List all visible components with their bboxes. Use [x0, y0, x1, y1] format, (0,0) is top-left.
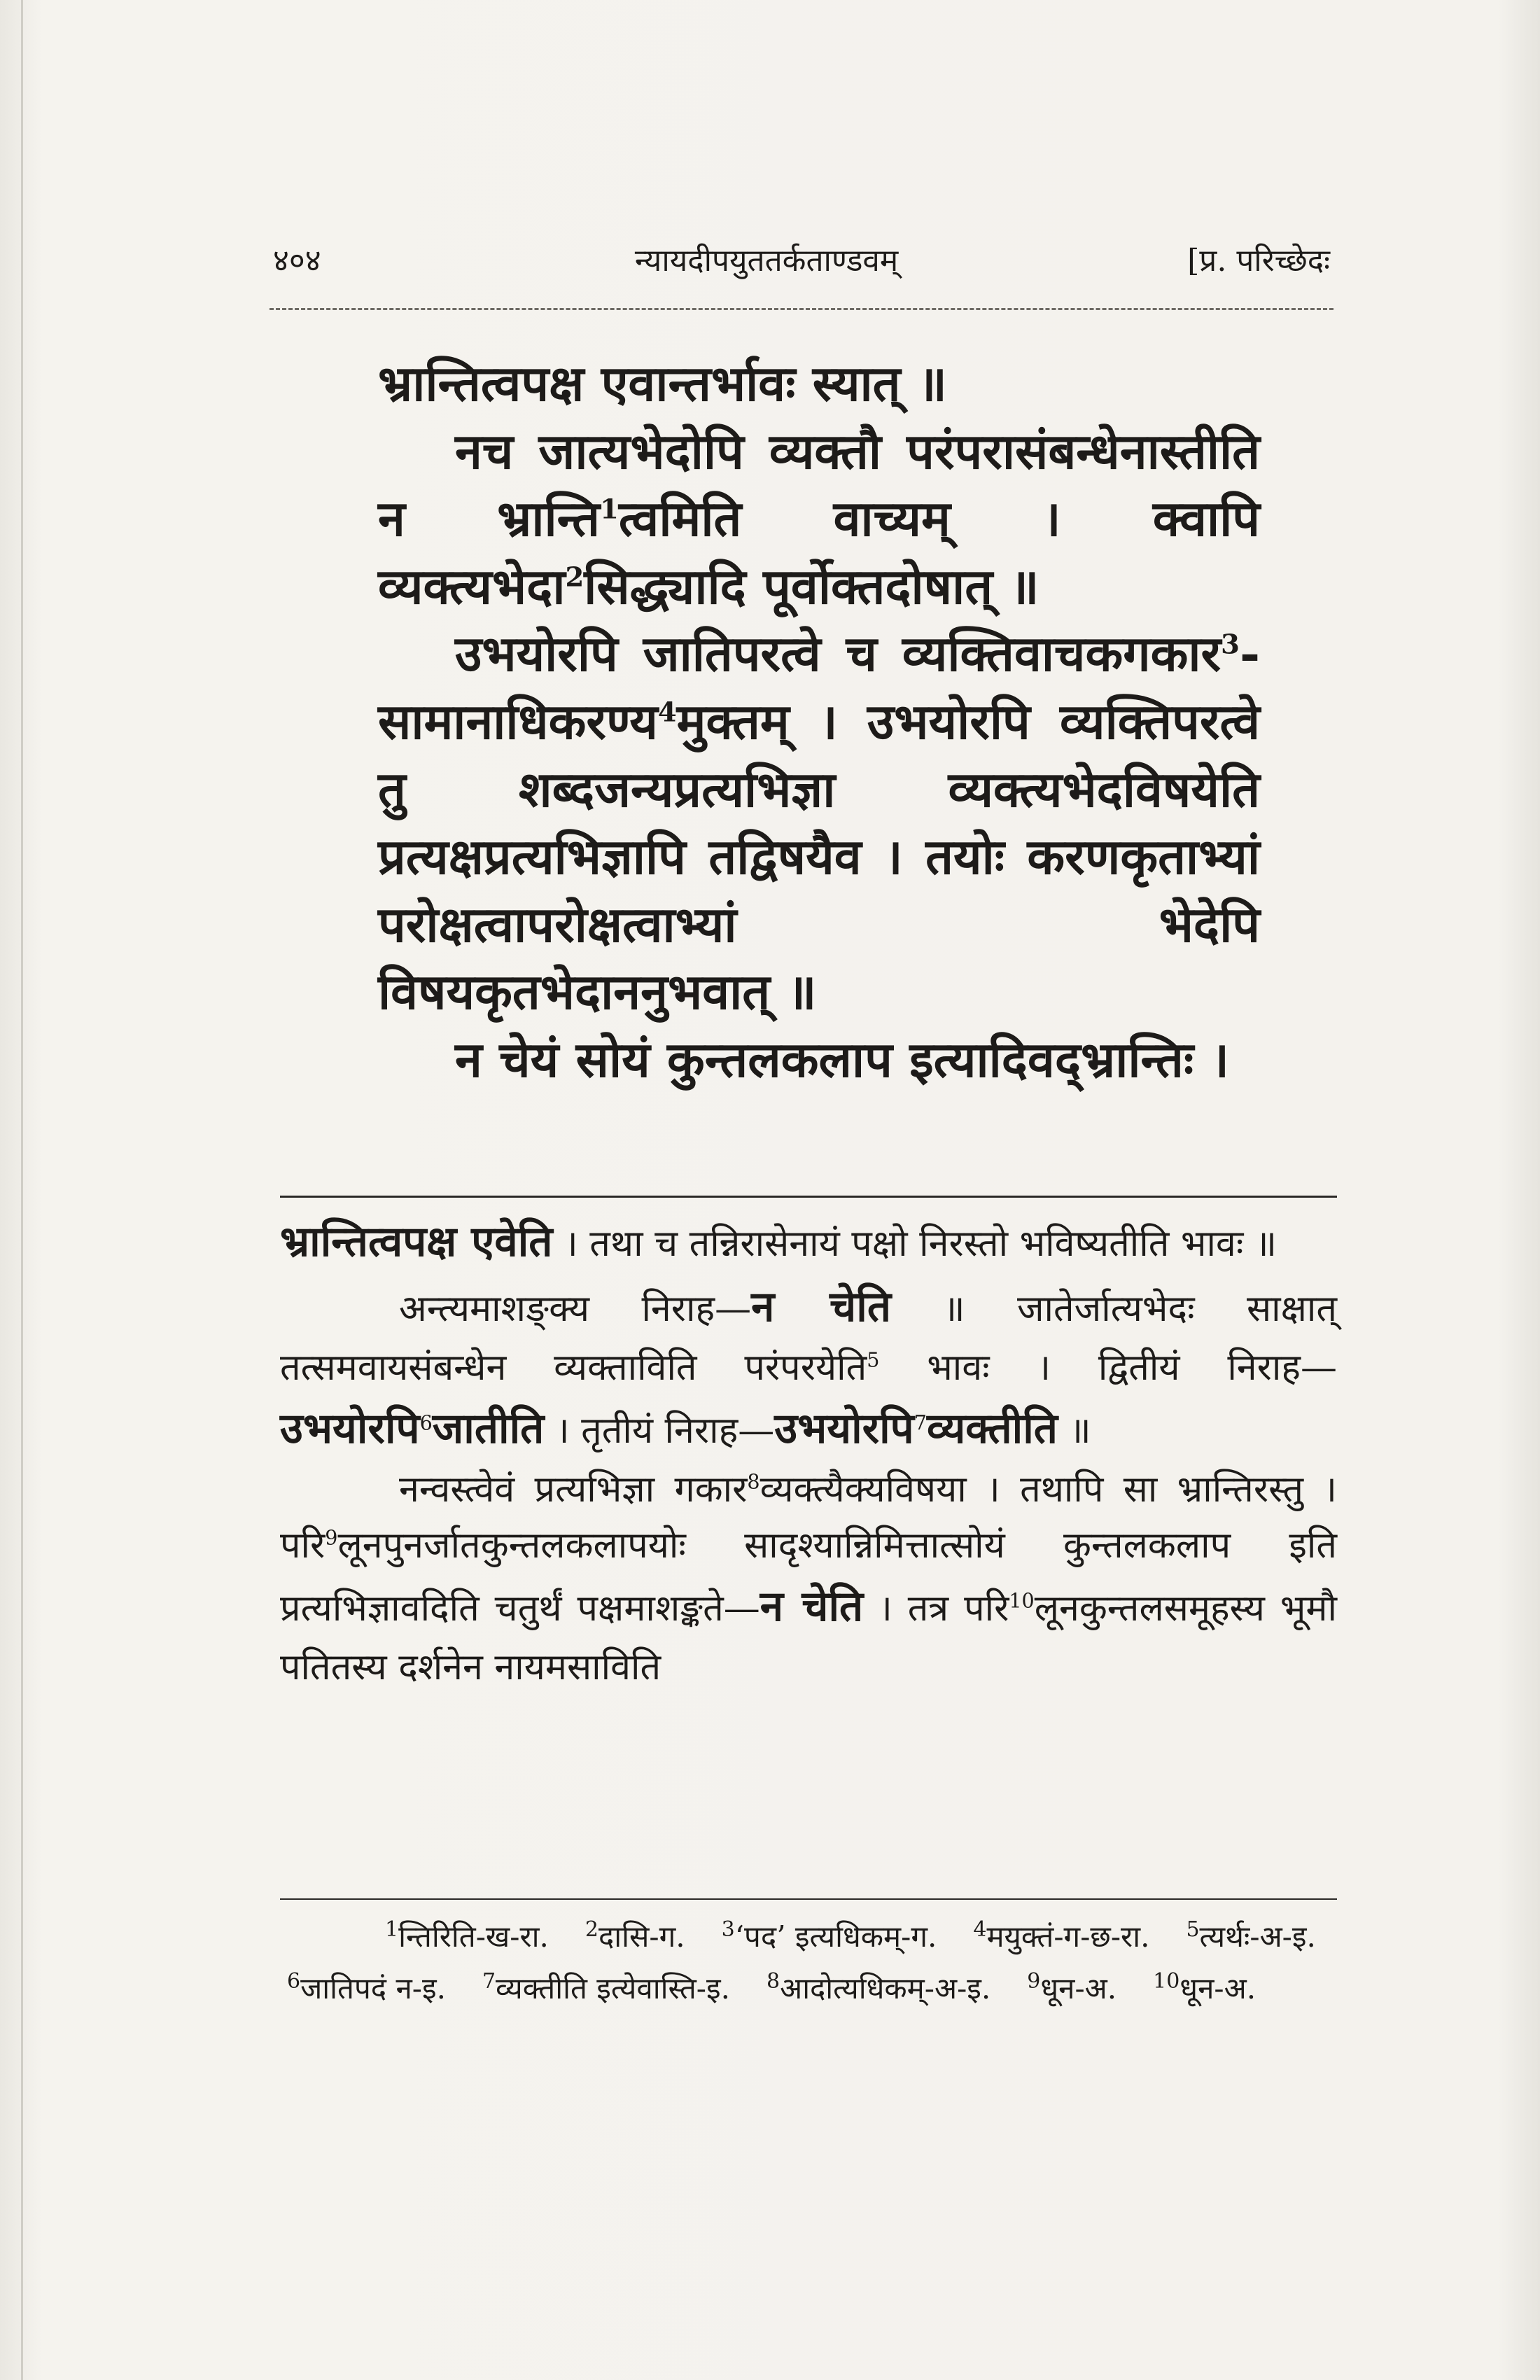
header-rule: [270, 308, 1334, 310]
main-paragraph: उभयोरपि जातिपरत्वे च व्यक्तिवाचकगकार$^3$-सामानाधिकरण्य$^4$मुक्तम् । उभयोरपि व्यक्तिपरत्वे तु शब्दजन्यप्रत्यभिज्ञा व्यक्त्यभेदविषयेति प्रत्यक्षप्रत्यभिज्ञापि तद्विषयैव । तयोः करणकृताभ्यां परोक्षत्वापरोक्षत्वाभ्यां भेदेपि विषयकृतभेदाननुभवात् ॥: [378, 624, 1260, 1021]
binding-edge: [21, 0, 23, 2380]
footnote: $^8$आदोत्यधिकम्-अ-इ.: [766, 1968, 991, 2005]
running-header: [273, 231, 1330, 287]
footnote-ref: 9: [325, 1525, 338, 1550]
footnote-ref: 6: [419, 1410, 433, 1435]
footnote-ref: 10: [1009, 1588, 1035, 1613]
commentary-paragraph: नन्वस्त्वेवं प्रत्यभिज्ञा गकार$^8$व्यक्त्यैक्यविषया । तथापि सा भ्रान्तिरस्तु । परि$^9$लूनपुनर्जातकुन्तलकलापयोः सादृश्यान्निमित्तात्सोयं कुन्तलकलाप इति प्रत्यभिज्ञावदिति चतुर्थं पक्षमाशङ्कते—न चेति । तत्र परि$^{10}$लूनकुन्तलसमूहस्य भूमौ पतितस्य दर्शनेन नायमसाविति: [280, 1468, 1337, 1688]
footnote: $^7$व्यक्तीति इत्येवास्ति-इ.: [482, 1968, 730, 2005]
book-title: न्यायदीपयुततर्कताण्डवम्: [634, 243, 899, 279]
commentary-paragraph: भ्रान्तित्वपक्ष एवेति । तथा च तन्निरासेनायं पक्षो निरस्तो भविष्यतीति भावः ॥: [280, 1217, 1278, 1266]
text-commentary-divider: [280, 1196, 1337, 1198]
footnote: $^{10}$धून-अ.: [1153, 1968, 1256, 2005]
main-text: [378, 350, 1260, 1094]
footnote-ref: 2: [565, 561, 584, 594]
footnote: $^4$मयुक्तं-ग-छ-रा.: [973, 1917, 1150, 1954]
section-label: [प्र. परिच्छेदः: [1187, 243, 1330, 279]
commentary-paragraph: अन्त्यमाशङ्क्य निराह—न चेति ॥ जातेर्जात्यभेदः साक्षात् तत्समवायसंबन्धेन व्यक्ताविति परंपरयेति$^5$ भावः । द्वितीयं निराह—उभयोरपि$^6$जातीति । तृतीयं निराह—उभयोरपि$^7$व्यक्तीति ॥: [280, 1282, 1338, 1453]
footnote: $^2$दासि-ग.: [584, 1917, 685, 1954]
footnote: $^6$जातिपदं न-इ.: [287, 1968, 446, 2005]
footnote-ref: 7: [913, 1410, 927, 1435]
footnote-ref: 8: [747, 1469, 760, 1494]
main-paragraph: नच जात्यभेदोपि व्यक्तौ परंपरासंबन्धेनास्तीति न भ्रान्ति$^1$त्वमिति वाच्यम् । क्वापि व्यक्त्यभेदा$^2$सिद्ध्यादि पूर्वोक्तदोषात् ॥: [378, 421, 1261, 615]
footnote-ref: 1: [600, 493, 619, 526]
footnote: $^9$धून-अ.: [1027, 1968, 1117, 2005]
page-number: ४०४: [273, 243, 321, 279]
commentary: [280, 1210, 1337, 1695]
main-paragraph: न चेयं सोयं कुन्तलकलाप इत्यादिवद्भ्रान्तिः ।: [455, 1030, 1229, 1088]
footnote: $^3$‘पद’ इत्यधिकम्-ग.: [721, 1917, 937, 1954]
footnote-ref: 5: [867, 1348, 880, 1372]
footnote-ref: 4: [657, 696, 677, 729]
footnotes: [287, 1911, 1337, 2014]
footnote: $^1$न्तिरिति-ख-रा.: [385, 1917, 549, 1954]
main-paragraph: भ्रान्तित्वपक्ष एवान्तर्भावः स्यात् ॥: [378, 354, 947, 412]
footnote: $^5$त्यर्थः-अ-इ.: [1186, 1917, 1316, 1954]
footnote-divider: [280, 1898, 1337, 1900]
footnote-ref: 3: [1221, 629, 1240, 662]
